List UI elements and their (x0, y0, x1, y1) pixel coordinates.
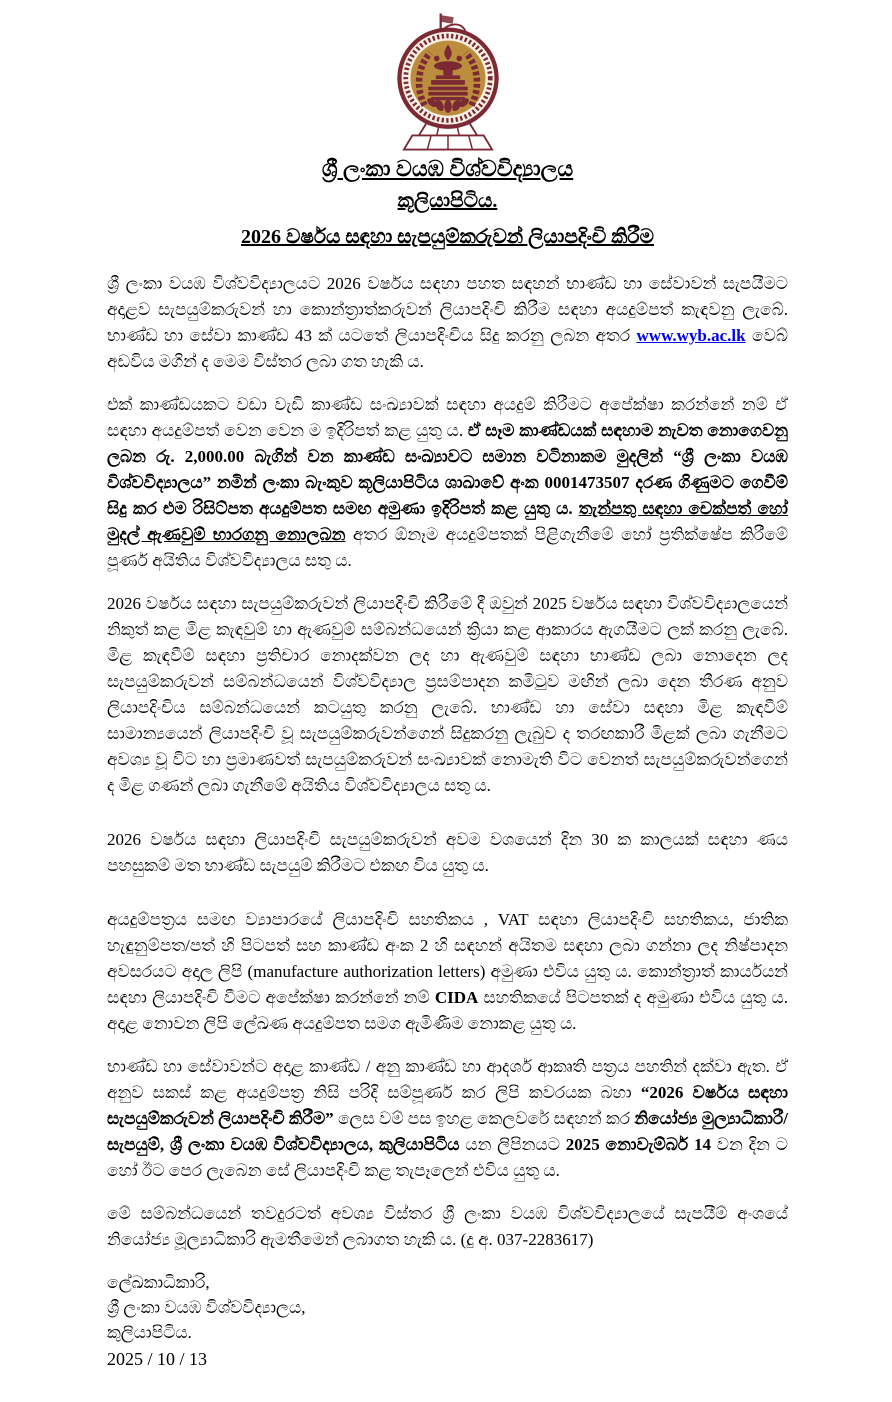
text-run: සහතිකයේ පිටපතක් ද අමුණා එවිය යුතු ය. අදාළ නොවන ලිපි ලේඛණ අයදුම්පත සමග ඇමිණීම නොකළ යුතු ය. (107, 988, 788, 1033)
paragraph-contact (107, 1201, 788, 1253)
text-run: 2026 වර්ෂය සඳහා ලියාපදිංචි සැපයුම්කරුවන් අවම වශයෙන් දින 30 ක කාලයක් සඳහා ණය පහසුකම් මත භාණ්ඩ සැපයුම් කිරීමට එකඟ විය යුතු ය. (107, 830, 788, 875)
text-run: යන ලිපිනයට (459, 1135, 566, 1154)
paragraph-intro (107, 271, 788, 375)
signatory-organization: ශ්‍රී ලංකා වයඹ විශ්වවිද්‍යාලය, (107, 1298, 306, 1317)
signatory-city: කුලියාපිටිය. (107, 1323, 192, 1342)
text-run-bold: CIDA (434, 988, 479, 1007)
university-name: ශ්‍රී ලංකා වයඹ විශ්වවිද්‍යාලය (321, 156, 574, 181)
logo-container (107, 10, 788, 152)
text-run: ලෙස වම් පස ඉහළ කෙලවරේ සඳහන් කර (333, 1109, 635, 1128)
paragraph-documents (107, 907, 788, 1037)
document-header (107, 10, 788, 251)
text-run: එක් කාණ්ඩයකට වඩා වැඩි කාණ්ඩ සංඛ්‍යාවක් සඳහා අයදුම් කිරීමට අපේක්ෂා කරන්නේ නම් ඒ සඳහා අයදුම්පත් වෙන වෙන ම ඉදිරිපත් කළ යුතු ය. (107, 395, 788, 440)
text-run: අතර ඕනෑම අයදුම්පතක් පිළිගැනීමේ හෝ ප්‍රතික්ෂේප කිරීමේ පූර්ණ අයිතිය විශ්වවිද්‍යාලය සතු ය. (107, 525, 789, 570)
document-date: 2025 / 10 / 13 (107, 1349, 208, 1369)
text-run: වන දින ට හෝ ඊට පෙර ලැබෙන සේ ලියාපදිංචි කළ තැපෑලෙන් එවිය යුතු ය. (107, 1135, 788, 1180)
text-run-bold: නියෝජ්‍ය මුල්‍යාධිකාරී/ සැපයුම්, ශ්‍රී ලංකා වයඹ විශ්වවිද්‍යාලය, කුලියාපිටිය (107, 1109, 788, 1154)
university-crest-logo (387, 10, 509, 152)
text-run: වෙබ් අඩවිය මගින් ද මෙම විස්තර ලබා ගත හැකි ය. (107, 326, 788, 371)
text-run-bold: 2025 නොවැම්බර් 14 (565, 1135, 711, 1154)
paragraph-evaluation (107, 591, 788, 799)
text-run-bold-underline: තැන්පතු සඳහා චෙක්පත් හෝ මුදල් ඇණවුම් භාරගනු නොලබන (107, 499, 788, 544)
document-title: 2026 වර්ෂය සඳහා සැපයුම්කරුවන් ලියාපදිංචි කිරීම (241, 226, 654, 248)
paragraph-payment (107, 392, 788, 574)
text-run: අයදුම්පත්‍රය සමඟ ව්‍යාපාරයේ ලියාපදිංචි සහතිකය , VAT සඳහා ලියාපදිංචි සහතිකය, ජාතික හැඳුනුම්පත/පත් හි පිටපත් සහ කාණ්ඩ අංක 2 හි සඳහන් අයිතම සඳහා ලබා ගන්නා ලද නිෂ්පාදන අවසරයට අදාල ලිපි (manufacture authorization letters) අමුණා එවිය යුතු ය. කොන්ත්‍රාත් කාර්යයන් සඳහා ලියාපදිංචි වීමට අපේක්ෂා කරන්නේ නම් (107, 910, 788, 1007)
text-run: භාණ්ඩ හා සේවාවන්ට අදාළ කාණ්ඩ / අනු කාණ්ඩ හා ආදර්ශ ආකෘති පත්‍රය පහතින් දක්වා ඇත. ඒ අනුව සකස් කළ අයදුම්පත්‍ර නිසි පරිදි සම්පූර්ණ කර ලිපි කවරයක බහා (107, 1057, 788, 1102)
website-link[interactable]: www.wyb.ac.lk (636, 326, 746, 345)
signatory-title: ලේඛකාධිකාරි, (107, 1273, 210, 1292)
text-run: මේ සම්බන්ධයෙන් තවදුරටත් අවශ්‍ය විස්තර ශ්‍රී ලංකා වයඹ විශ්වවිද්‍යාලයේ සැපයීම් අංශයේ නියෝජ්‍ය මූල්‍යාධිකාරි ඇමතීමෙන් ලබාගත හැකි ය. (දු අ. 037-2283617) (107, 1204, 788, 1249)
document-body (107, 271, 788, 1253)
text-run: ශ්‍රී ලංකා වයඹ විශ්වවිද්‍යාලයට 2026 වර්ෂය සඳහා පහත සඳහන් භාණ්ඩ හා සේවාවන් සැපයීමට අදාළව සැපයුම්කරුවන් හා කොන්ත්‍රාත්කරුවන් ලියාපදිංචි කිරීම සඳහා අයදුම්පත් කැඳවනු ලැබේ. භාණ්ඩ හා සේවා කාණ්ඩ 43 ක් යටතේ ලියාපදිංචිය සිදු කරනු ලබන අතර (107, 274, 788, 345)
text-run-bold: “2026 වර්ෂය සඳහා සැපයුම්කරුවන් ලියාපදිංචි කිරීම” (107, 1083, 788, 1128)
text-run: 2026 වර්ෂය සඳහා සැපයුම්කරුවන් ලියාපදිංචි කිරීමේ දී ඔවුන් 2025 වර්ෂය සඳහා විශ්වවිද්‍යාලයෙන් නිකුත් කළ මිළ කැඳවුම් හා ඇණවුම් සම්බන්ධයෙන් ක්‍රියා කළ ආකාරය ඇගයීමට ලක් කරනු ලැබේ. මිළ කැඳවීම් සඳහා ප්‍රතිචාර නොදක්වන ලද හා ඇණවුම් සඳහා භාණ්ඩ ලබා නොදෙන ලද සැපයුම්කරුවන් සම්බන්ධයෙන් විශ්වවිද්‍යාල ප්‍රසම්පාදන කමිටුව මඟින් ලබා දෙන තීරණ අනුව ලියාපදිංචිය සම්බන්ධයෙන් කටයුතු කරනු ලැබේ. භාණ්ඩ හා සේවා සඳහා මිළ කැඳවීම් සාමාන්‍යයෙන් ලියාපදිංචි වූ සැපයුම්කරුවන්ගෙන් සිදුකරනු ලැබුව ද තරඟකාරී මිළක් ලබා ගැනීමට අවශ්‍ය වූ විට හා ප්‍රමාණවත් සැපයුම්කරුවන් සංඛ්‍යාවක් නොමැති විට වෙනත් සැපයුම්කරුවන්ගෙන් ද මිළ ගණන් ලබා ගැනීමේ අයිතිය විශ්වවිද්‍යාලය සතු ය. (107, 594, 788, 795)
paragraph-credit-terms (107, 827, 788, 879)
paragraph-submission (107, 1054, 788, 1184)
university-city: කූලියාපිටිය. (397, 190, 498, 212)
signature-block (107, 1270, 788, 1372)
text-run-bold: ඒ සෑම කාණ්ඩයක් සඳහාම නැවත නොගෙවනු ලබන රු. 2,000.00 බැගින් වන කාණ්ඩ සංඛ්‍යාවට සමාන වටිනාකම මුදලින් “ශ්‍රී ලංකා වයඹ විශ්වවිද්‍යාලය” නමින් ලංකා බැංකුව කූලියාපිටිය ශාඛාවේ අංක 0001473507 දරණ ගිණුමට ගෙවීම් සිදු කර එම රිසිට්පත අයදුම්පත සමඟ අමුණා ඉදිරිපත් කළ යුතු ය. (107, 421, 788, 518)
